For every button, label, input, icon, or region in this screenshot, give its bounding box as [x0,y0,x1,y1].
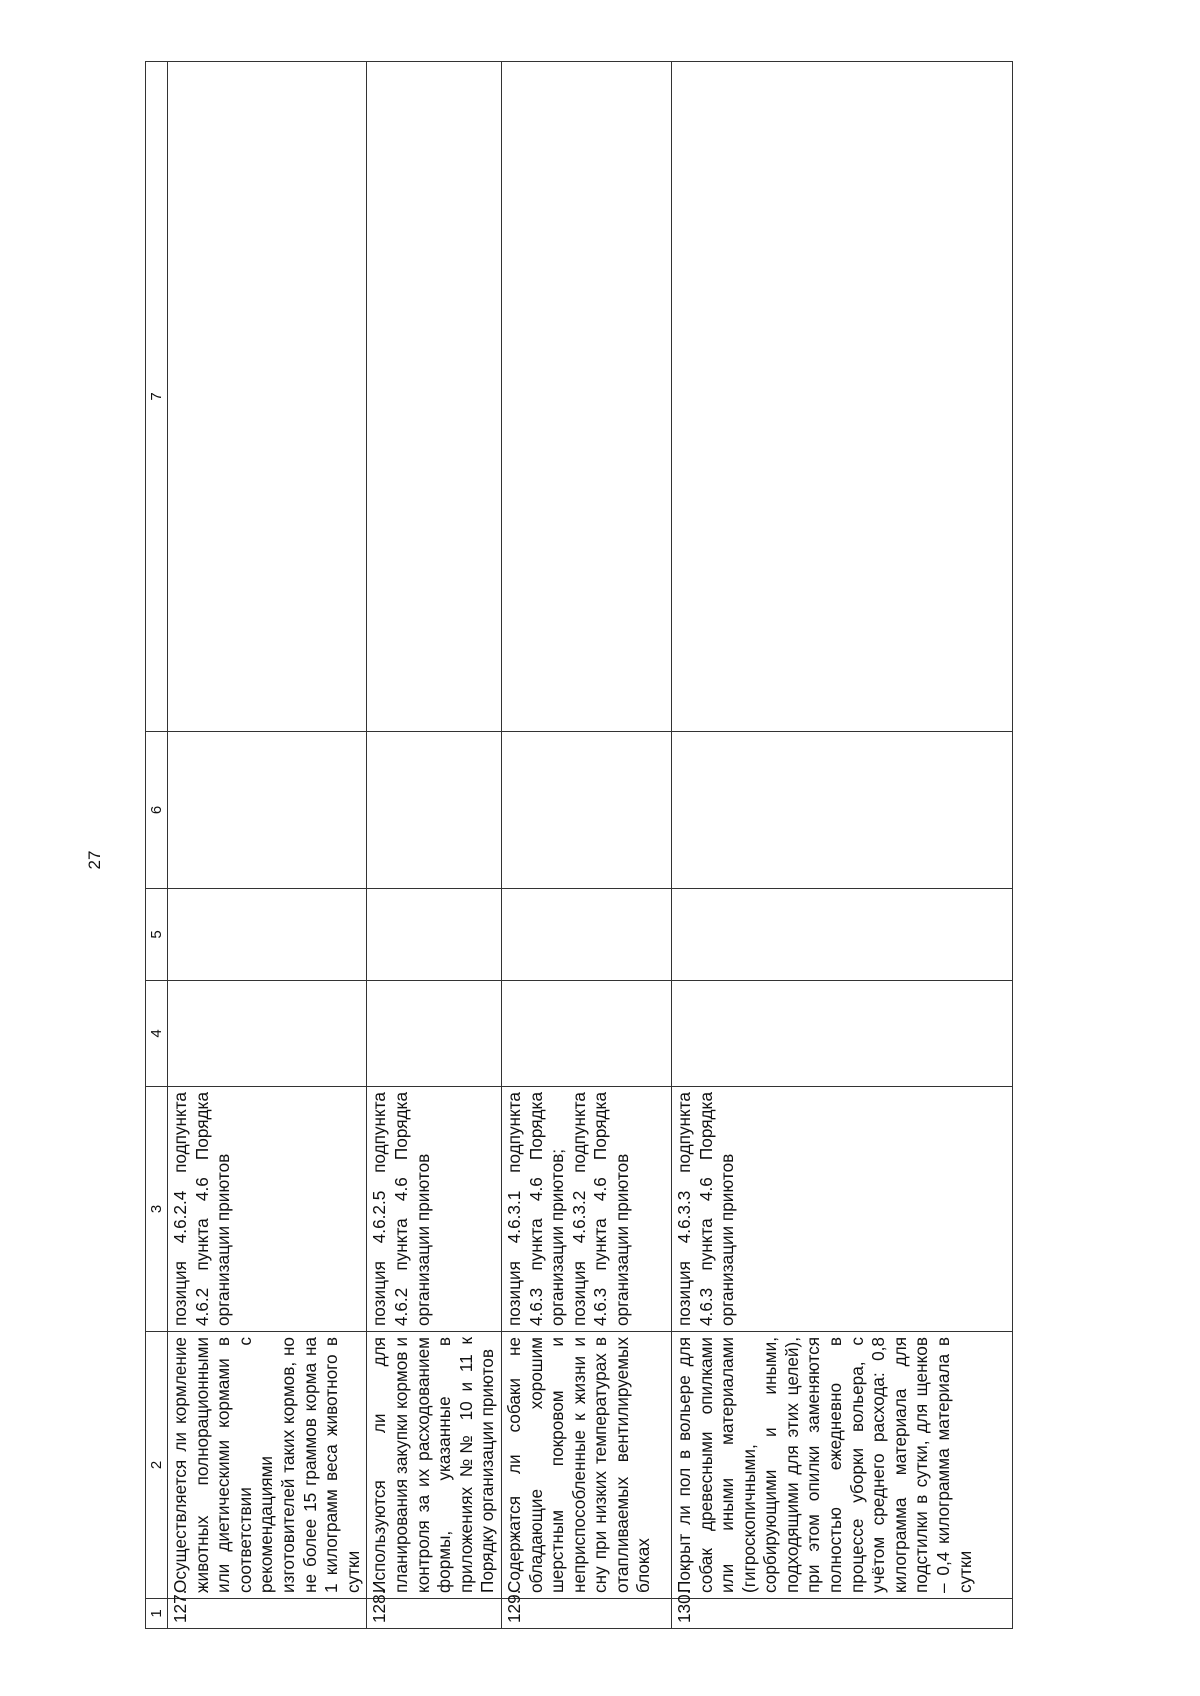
empty-cell-col5 [671,889,1012,981]
rotated-table-container [145,62,1002,1629]
reference-cell [501,1087,671,1332]
empty-cell-col7 [671,62,1012,732]
column-header-3: 3 [146,1087,168,1332]
question-cell: Покрыт ли пол в вольере для собак древесными опилками или иными материалами (гигроскопичными, сорбирующими и иными, подходящими для этих целей), при этом опилки заменяются полностью ежедневно в процессе уборки вольера, с учётом среднего расхода: 0,8 килограмма материала для подстилки в сутки, для щенков – 0,4 килограмма материала в сутки [671,1332,1012,1599]
table-row [671,62,1012,1629]
empty-cell-col6 [168,732,367,889]
row-number: 127. [168,1599,367,1629]
row-number: 130. [671,1599,1012,1629]
column-header-7: 7 [146,62,168,732]
empty-cell-col4 [168,981,367,1087]
header-row [146,62,168,1629]
question-cell: Используются ли для планирования закупки кормов и контроля за их расходованием формы, указанные в приложениях №№ 10 и 11 к Порядку организации приютов [367,1332,502,1599]
empty-cell-col4 [367,981,502,1087]
checklist-table-frame [145,62,1002,1629]
column-header-5: 5 [146,889,168,981]
empty-cell-col7 [501,62,671,732]
reference-text: позиция 4.6.3.3 подпункта 4.6.3 пункта 4.6 Порядка организации приютов [673,1092,738,1326]
reference-text: позиция 4.6.3.1 подпункта 4.6.3 пункта 4.6 Порядка организации приютов; [503,1092,568,1326]
reference-text: позиция 4.6.3.2 подпункта 4.6.3 пункта 4.6 Порядка организации приютов [568,1092,632,1326]
reference-text: позиция 4.6.2.5 подпункта 4.6.2 пункта 4.6 Порядка организации приютов [369,1092,433,1326]
empty-cell-col4 [671,981,1012,1087]
row-number: 128. [367,1599,502,1629]
empty-cell-col5 [367,889,502,981]
empty-cell-col4 [501,981,671,1087]
column-header-4: 4 [146,981,168,1087]
question-cell: Содержатся ли собаки не обладающие хорошим шерстным покровом и неприспособленные к жизни и сну при низких температурах в отапливаемых вентилируемых блоках [501,1332,671,1599]
page-number: 27 [85,850,104,870]
empty-cell-col5 [168,889,367,981]
empty-cell-col6 [671,732,1012,889]
empty-cell-col5 [501,889,671,981]
row-number: 129. [501,1599,671,1629]
column-header-6: 6 [146,732,168,889]
column-header-1: 1 [146,1599,168,1629]
empty-cell-col7 [168,62,367,732]
reference-cell [671,1087,1012,1332]
empty-cell-col6 [501,732,671,889]
reference-text: позиция 4.6.2.4 подпункта 4.6.2 пункта 4.6 Порядка организации приютов [170,1092,234,1326]
column-header-2: 2 [146,1332,168,1599]
table-row [501,62,671,1629]
table-row [168,62,367,1629]
empty-cell-col7 [367,62,502,732]
reference-cell [168,1087,367,1332]
question-cell: Осуществляется ли кормление животных полнорационными или диетическими кормами в соответствии с рекомендациями изготовителей таких кормов, но не более 15 граммов корма на 1 килограмм веса животного в сутки [168,1332,367,1599]
checklist-table [145,61,1013,1629]
table-row [367,62,502,1629]
reference-cell [367,1087,502,1332]
empty-cell-col6 [367,732,502,889]
